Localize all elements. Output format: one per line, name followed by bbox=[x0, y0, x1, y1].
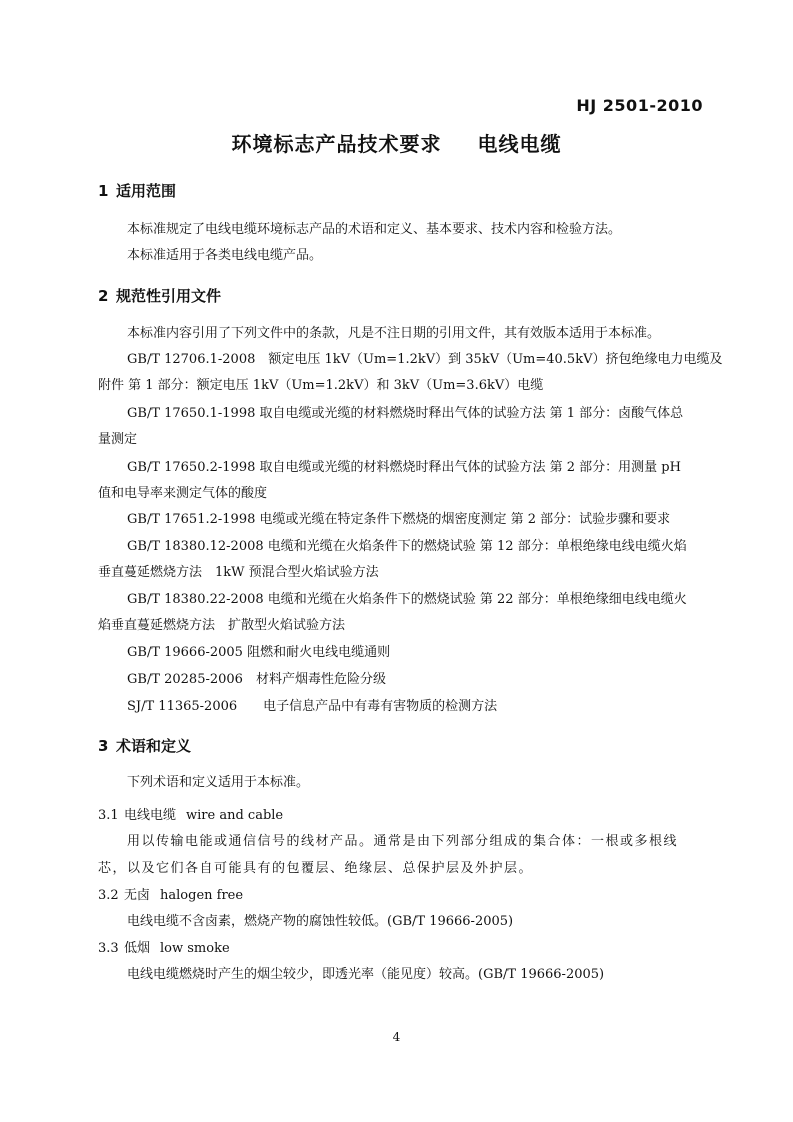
paragraph: 下列术语和定义适用于本标准。 bbox=[127, 775, 310, 790]
section-number: 3 bbox=[98, 737, 109, 755]
page-number: 4 bbox=[392, 1030, 401, 1044]
term-name-en: wire and cable bbox=[186, 808, 284, 823]
reference-item-continued: 量测定 bbox=[98, 432, 138, 447]
reference-item: GB/T 17650.2-1998 取自电缆或光缆的材料燃烧时释出气体的试验方法 第 2 部分：用测量 pH bbox=[127, 460, 681, 475]
page-title bbox=[0, 128, 793, 157]
paragraph: 本标准规定了电线电缆环境标志产品的术语和定义、基本要求、技术内容和检验方法。 bbox=[127, 222, 622, 237]
reference-item: GB/T 20285-2006 材料产烟毒性危险分级 bbox=[127, 672, 386, 687]
term-definition: 电线电缆燃烧时产生的烟尘较少，即透光率（能见度）较高。(GB/T 19666-2005) bbox=[127, 967, 605, 982]
section-2-heading bbox=[98, 285, 221, 306]
term-number: 3.1 bbox=[98, 808, 119, 823]
term-heading bbox=[98, 884, 243, 903]
reference-item-continued: 焰垂直蔓延燃烧方法 扩散型火焰试验方法 bbox=[98, 618, 346, 633]
term-number: 3.2 bbox=[98, 888, 119, 903]
term-name-en: halogen free bbox=[160, 888, 244, 903]
title-main: 环境标志产品技术要求 bbox=[231, 132, 442, 156]
reference-item-continued: 垂直蔓延燃烧方法 1kW 预混合型火焰试验方法 bbox=[98, 565, 379, 580]
reference-item-continued: 附件 第 1 部分：额定电压 1kV（Um=1.2kV）和 3kV（Um=3.6kV）电缆 bbox=[98, 378, 544, 393]
term-name-en: low smoke bbox=[160, 941, 230, 956]
reference-item-continued: 值和电导率来测定气体的酸度 bbox=[98, 486, 268, 501]
term-definition-continued: 芯，以及它们各自可能具有的包覆层、绝缘层、总保护层及外护层。 bbox=[98, 861, 534, 876]
paragraph: 本标准适用于各类电线电缆产品。 bbox=[127, 248, 323, 263]
reference-item: GB/T 19666-2005 阻燃和耐火电线电缆通则 bbox=[127, 645, 391, 660]
term-definition: 用以传输电能或通信信号的线材产品。通常是由下列部分组成的集合体：一根或多根线 bbox=[127, 834, 679, 849]
section-number: 1 bbox=[98, 182, 109, 200]
reference-item: GB/T 17651.2-1998 电缆或光缆在特定条件下燃烧的烟密度测定 第 2 部分：试验步骤和要求 bbox=[127, 512, 671, 527]
section-3-heading bbox=[98, 735, 191, 756]
standard-code: HJ 2501-2010 bbox=[576, 96, 703, 115]
section-1-heading bbox=[98, 180, 176, 201]
term-name-cn: 无卤 bbox=[124, 888, 151, 903]
paragraph: 本标准内容引用了下列文件中的条款，凡是不注日期的引用文件，其有效版本适用于本标准。 bbox=[127, 326, 661, 341]
reference-item: GB/T 12706.1-2008 额定电压 1kV（Um=1.2kV）到 35kV（Um=40.5kV）挤包绝缘电力电缆及 bbox=[127, 352, 723, 367]
reference-item: GB/T 18380.12-2008 电缆和光缆在火焰条件下的燃烧试验 第 12 部分：单根绝缘电线电缆火焰 bbox=[127, 539, 687, 554]
term-name-cn: 低烟 bbox=[124, 941, 151, 956]
term-heading bbox=[98, 804, 283, 823]
term-number: 3.3 bbox=[98, 941, 119, 956]
reference-item: SJ/T 11365-2006 电子信息产品中有毒有害物质的检测方法 bbox=[127, 699, 498, 714]
reference-item: GB/T 17650.1-1998 取自电缆或光缆的材料燃烧时释出气体的试验方法 第 1 部分：卤酸气体总 bbox=[127, 406, 684, 421]
term-heading bbox=[98, 937, 230, 956]
section-title: 规范性引用文件 bbox=[116, 287, 222, 305]
section-title: 适用范围 bbox=[116, 182, 177, 200]
reference-item: GB/T 18380.22-2008 电缆和光缆在火焰条件下的燃烧试验 第 22 部分：单根绝缘细电线电缆火 bbox=[127, 592, 687, 607]
section-number: 2 bbox=[98, 287, 109, 305]
section-title: 术语和定义 bbox=[116, 737, 192, 755]
term-definition: 电线电缆不含卤素，燃烧产物的腐蚀性较低。(GB/T 19666-2005) bbox=[127, 914, 514, 929]
term-name-cn: 电线电缆 bbox=[124, 808, 177, 823]
title-sub: 电线电缆 bbox=[477, 132, 562, 156]
